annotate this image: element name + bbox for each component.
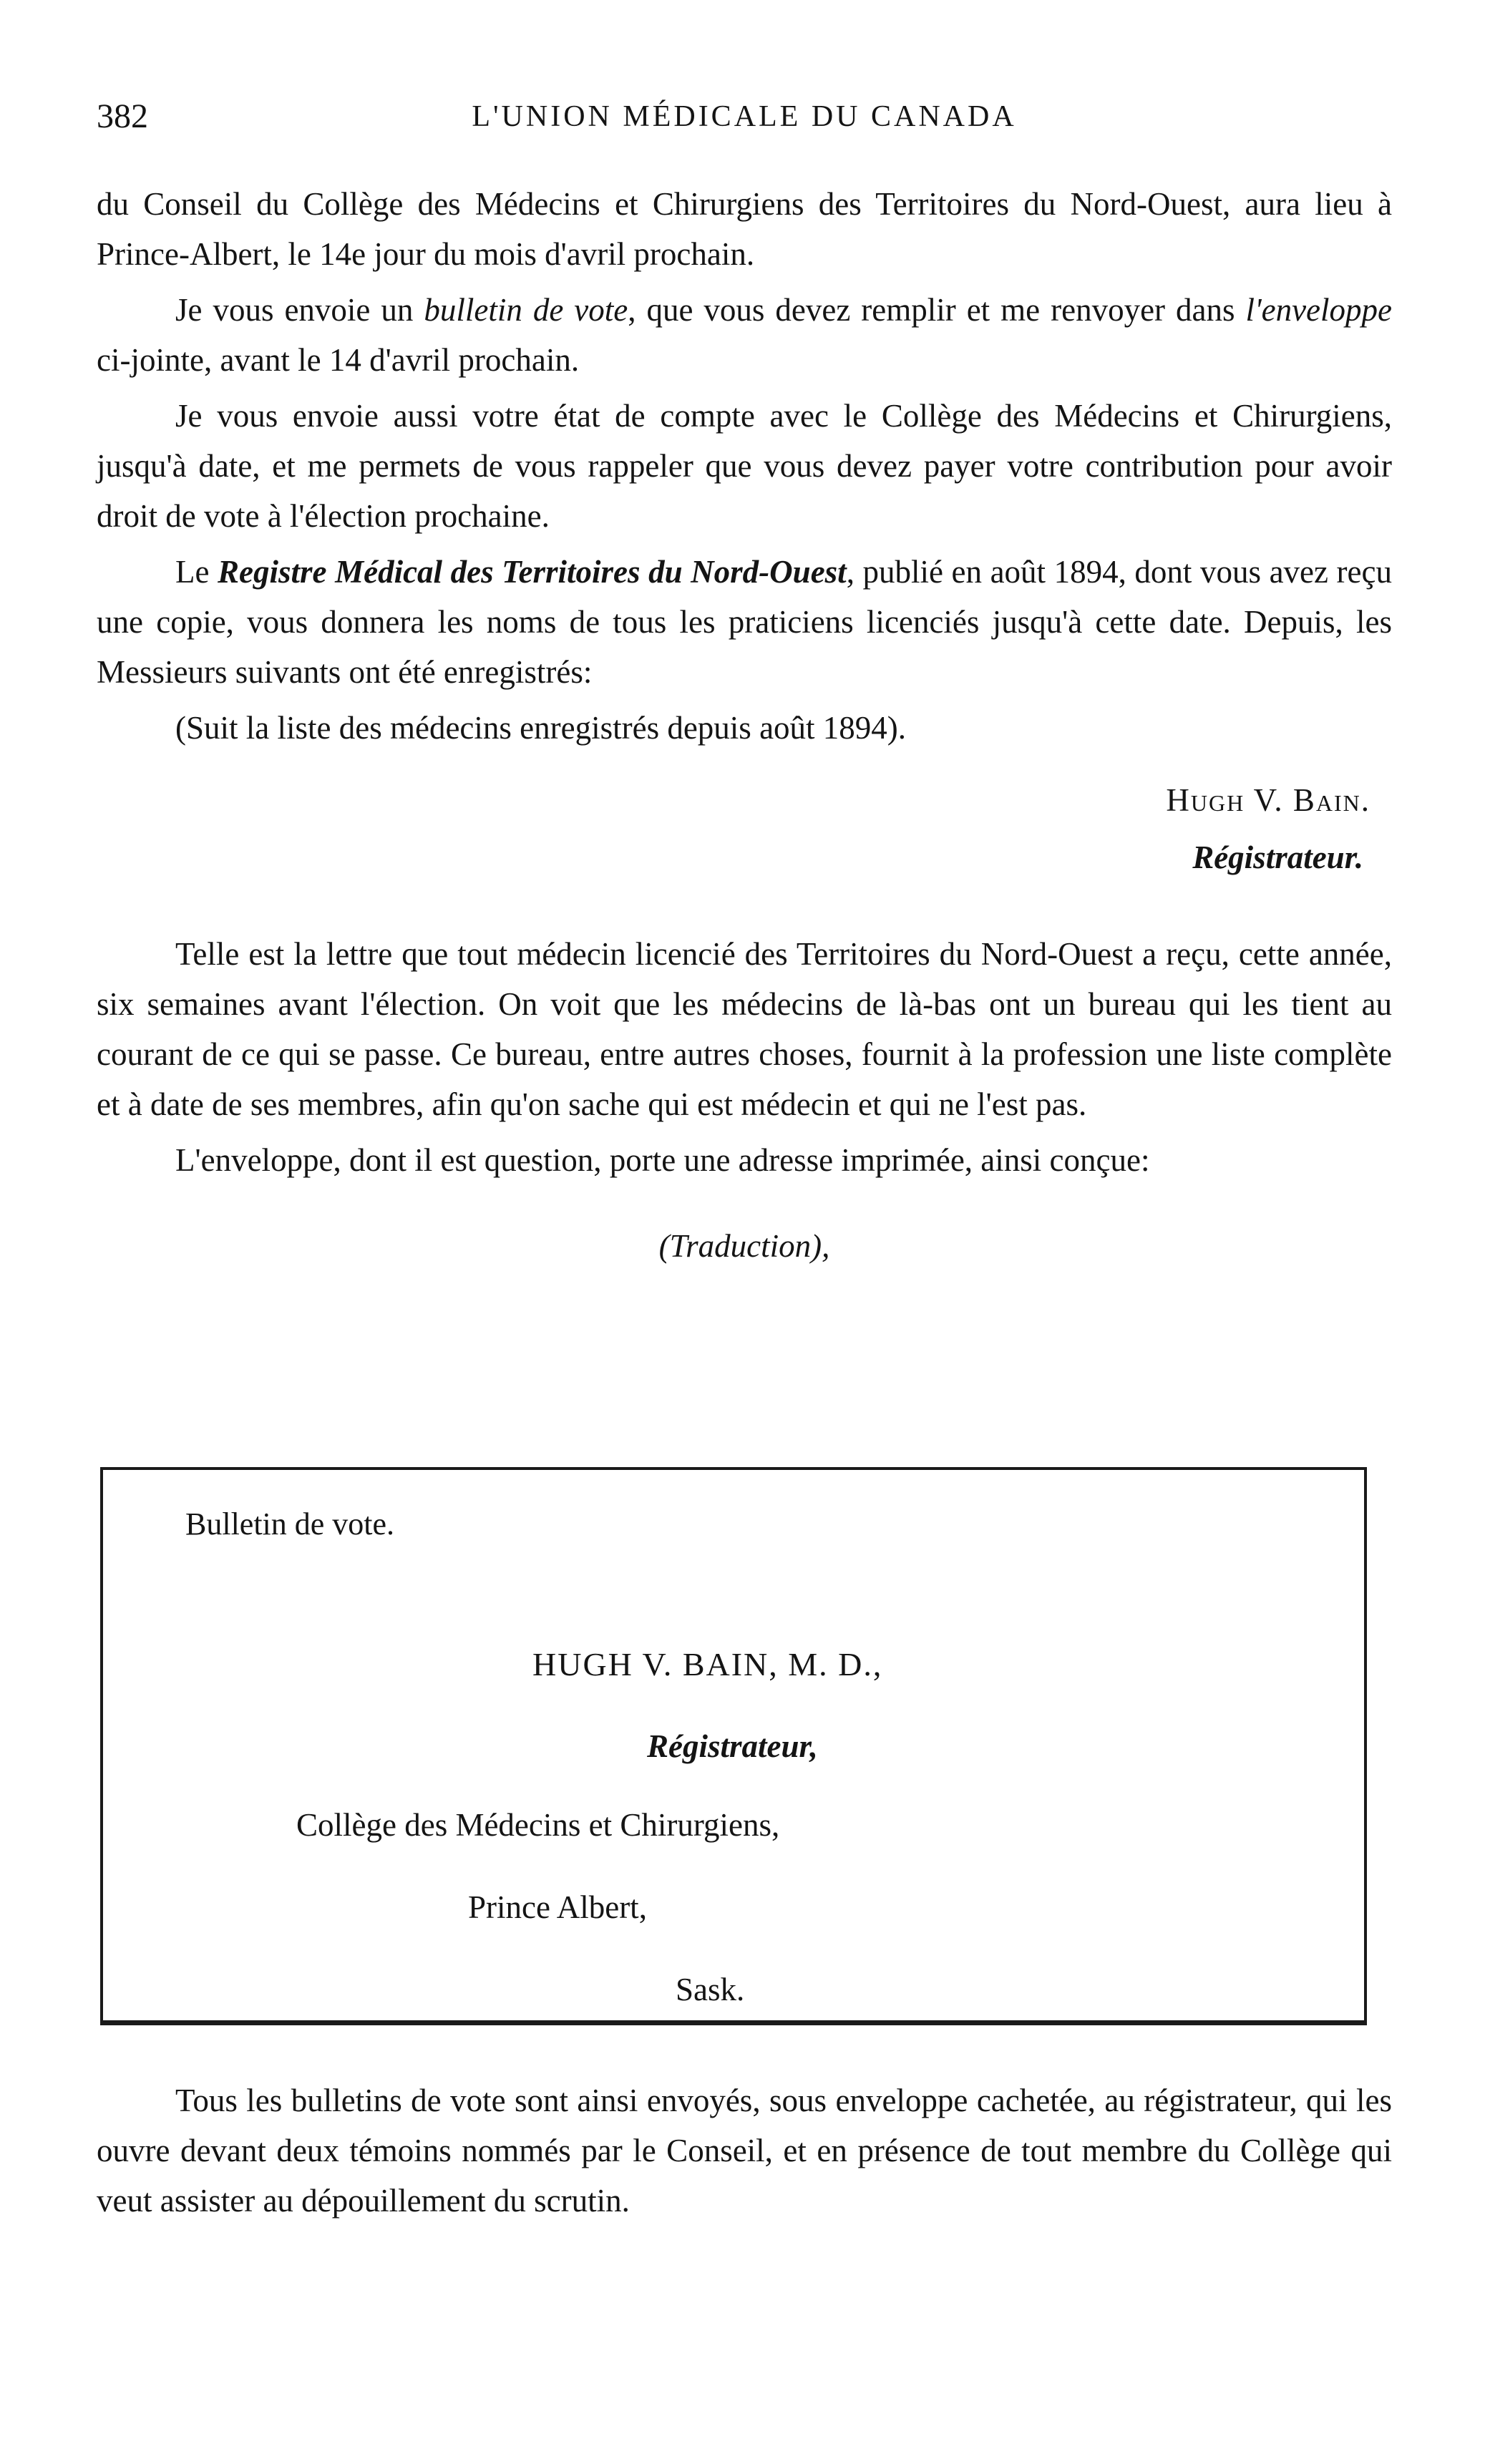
page-header (97, 97, 1392, 147)
commentary-paragraph-1: Telle est la lettre que tout médecin licencié des Territoires du Nord-Ouest a reçu, cette année, six semaines avant l'élection. On voit que les médecins de là-bas ont un bureau qui les tient au courant de ce qui se passe. Ce bureau, entre autres choses, fournit à la profession une liste complète et à date de ses membres, afin qu'on sache qui est médecin et qui ne l'est pas. (97, 936, 1392, 1122)
envelope-address-title: Régistrateur, (647, 1728, 818, 1764)
letter-paragraph-1: du Conseil du Collège des Médecins et Chirurgiens des Territoires du Nord-Ouest, aura lieu à Prince-Albert, le 14e jour du mois d'avril prochain. (97, 186, 1392, 272)
letter-paragraph-3: Je vous envoie aussi votre état de compte avec le Collège des Médecins et Chirurgiens, jusqu'à date, et me permets de vous rappeler que vous devez payer votre contribution pour avoir droit de vote à l'élection prochaine. (97, 398, 1392, 534)
envelope-address-college: Collège des Médecins et Chirurgiens, (296, 1807, 780, 1843)
text-run: ci-jointe, avant le 14 d'avril prochain. (97, 342, 580, 378)
translation-note: (Traduction), (658, 1228, 830, 1264)
letter-paragraph-2 (97, 285, 1392, 385)
envelope-label: Bulletin de vote. (185, 1506, 395, 1542)
envelope-address-city: Prince Albert, (468, 1889, 647, 1925)
signature-block (97, 771, 1370, 886)
letter-paragraph-4 (97, 547, 1392, 697)
text-run: Le (175, 554, 218, 590)
signature-name: Hugh V. Bain. (1166, 782, 1370, 818)
closing-paragraph: Tous les bulletins de vote sont ainsi envoyés, sous enveloppe cachetée, au régistrateur, qui les ouvre devant deux témoins nommés par le Conseil, et en présence de tout membre du Collège qui veut assister au dépouillement du scrutin. (97, 2083, 1392, 2219)
text-run: Je vous envoie un (175, 292, 424, 328)
running-title: L'UNION MÉDICALE DU CANADA (472, 100, 1017, 133)
signature-role: Régistrateur. (1192, 839, 1363, 875)
page-number: 382 (97, 97, 148, 135)
text-run: , publié en août 1894, dont vous avez reçu une copie, vous donnera les noms de tous les praticiens licenciés jusqu'à cette date. Depuis, les Messieurs suivants ont été enregistrés: (97, 554, 1392, 690)
letter-paragraph-5: (Suit la liste des médecins enregistrés depuis août 1894). (175, 710, 907, 746)
text-run: , que vous devez remplir et me renvoyer dans (628, 292, 1246, 328)
emphasis-registre: Registre Médical des Territoires du Nord-Ouest (218, 554, 847, 590)
commentary-paragraph-2: L'enveloppe, dont il est question, porte une adresse imprimée, ainsi conçue: (175, 1142, 1150, 1178)
envelope-address-name: HUGH V. BAIN, M. D., (532, 1646, 883, 1683)
envelope-address-province: Sask. (676, 1972, 745, 2007)
emphasis-enveloppe: l'enveloppe (1245, 292, 1392, 328)
closing-text (97, 2075, 1392, 2226)
envelope-box (100, 1467, 1367, 2025)
letter-body (97, 179, 1392, 1357)
emphasis-bulletin: bulletin de vote (424, 292, 628, 328)
